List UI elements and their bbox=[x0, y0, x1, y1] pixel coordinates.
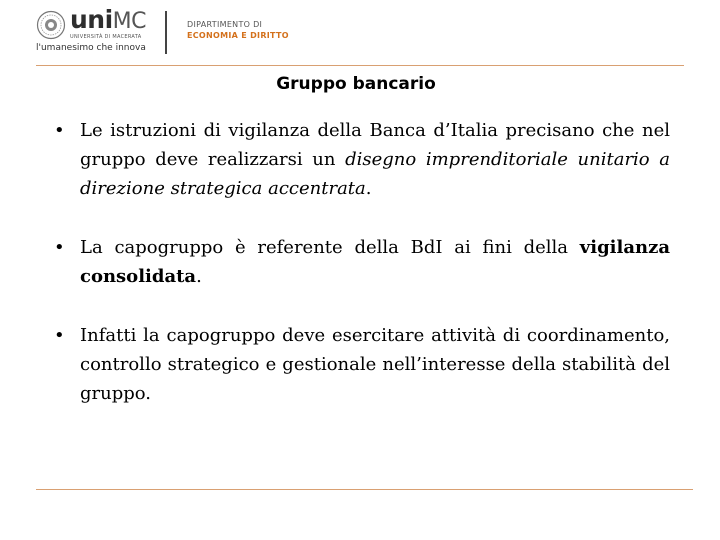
department-name: ECONOMIA E DIRITTO bbox=[187, 31, 289, 40]
bullet-text: La capogruppo è referente della BdI ai fini della bbox=[80, 237, 580, 258]
bullet-list bbox=[54, 116, 670, 408]
bullet-emphasis: vigilanza consolidata bbox=[80, 237, 670, 287]
bullet-item bbox=[54, 321, 670, 408]
logo-suffix: MC bbox=[112, 9, 147, 34]
bullet-item bbox=[54, 233, 670, 291]
bullet-text-end: . bbox=[365, 178, 372, 199]
bullet-icon: • bbox=[54, 325, 65, 346]
bullet-item bbox=[54, 116, 670, 203]
university-seal-icon bbox=[36, 10, 66, 40]
bottom-rule bbox=[36, 489, 693, 490]
logo-name: uni bbox=[70, 5, 113, 34]
bullet-emphasis: disegno imprenditoriale unitario a direzione strategica accentrata bbox=[80, 149, 671, 199]
logo-tagline: l'umanesimo che innova bbox=[36, 43, 146, 53]
logo-university-text: UNIVERSITÀ DI MACERATA bbox=[70, 34, 142, 40]
university-logo-wordmark bbox=[70, 6, 146, 36]
bullet-icon: • bbox=[54, 120, 65, 141]
bullet-text-end: . bbox=[196, 266, 202, 287]
department-label: DIPARTIMENTO DI bbox=[187, 20, 263, 29]
bullet-icon: • bbox=[54, 237, 65, 258]
header-divider bbox=[165, 11, 167, 54]
bullet-text: Le istruzioni di vigilanza della Banca d’Italia precisano che nel gruppo deve realizzarsi un bbox=[80, 120, 670, 170]
bullet-text: Infatti la capogruppo deve esercitare attività di coordinamento, controllo strategico e gestionale nell’interesse della stabilità del gruppo. bbox=[80, 325, 670, 404]
slide-title: Gruppo bancario bbox=[276, 74, 436, 94]
top-rule bbox=[36, 65, 684, 66]
